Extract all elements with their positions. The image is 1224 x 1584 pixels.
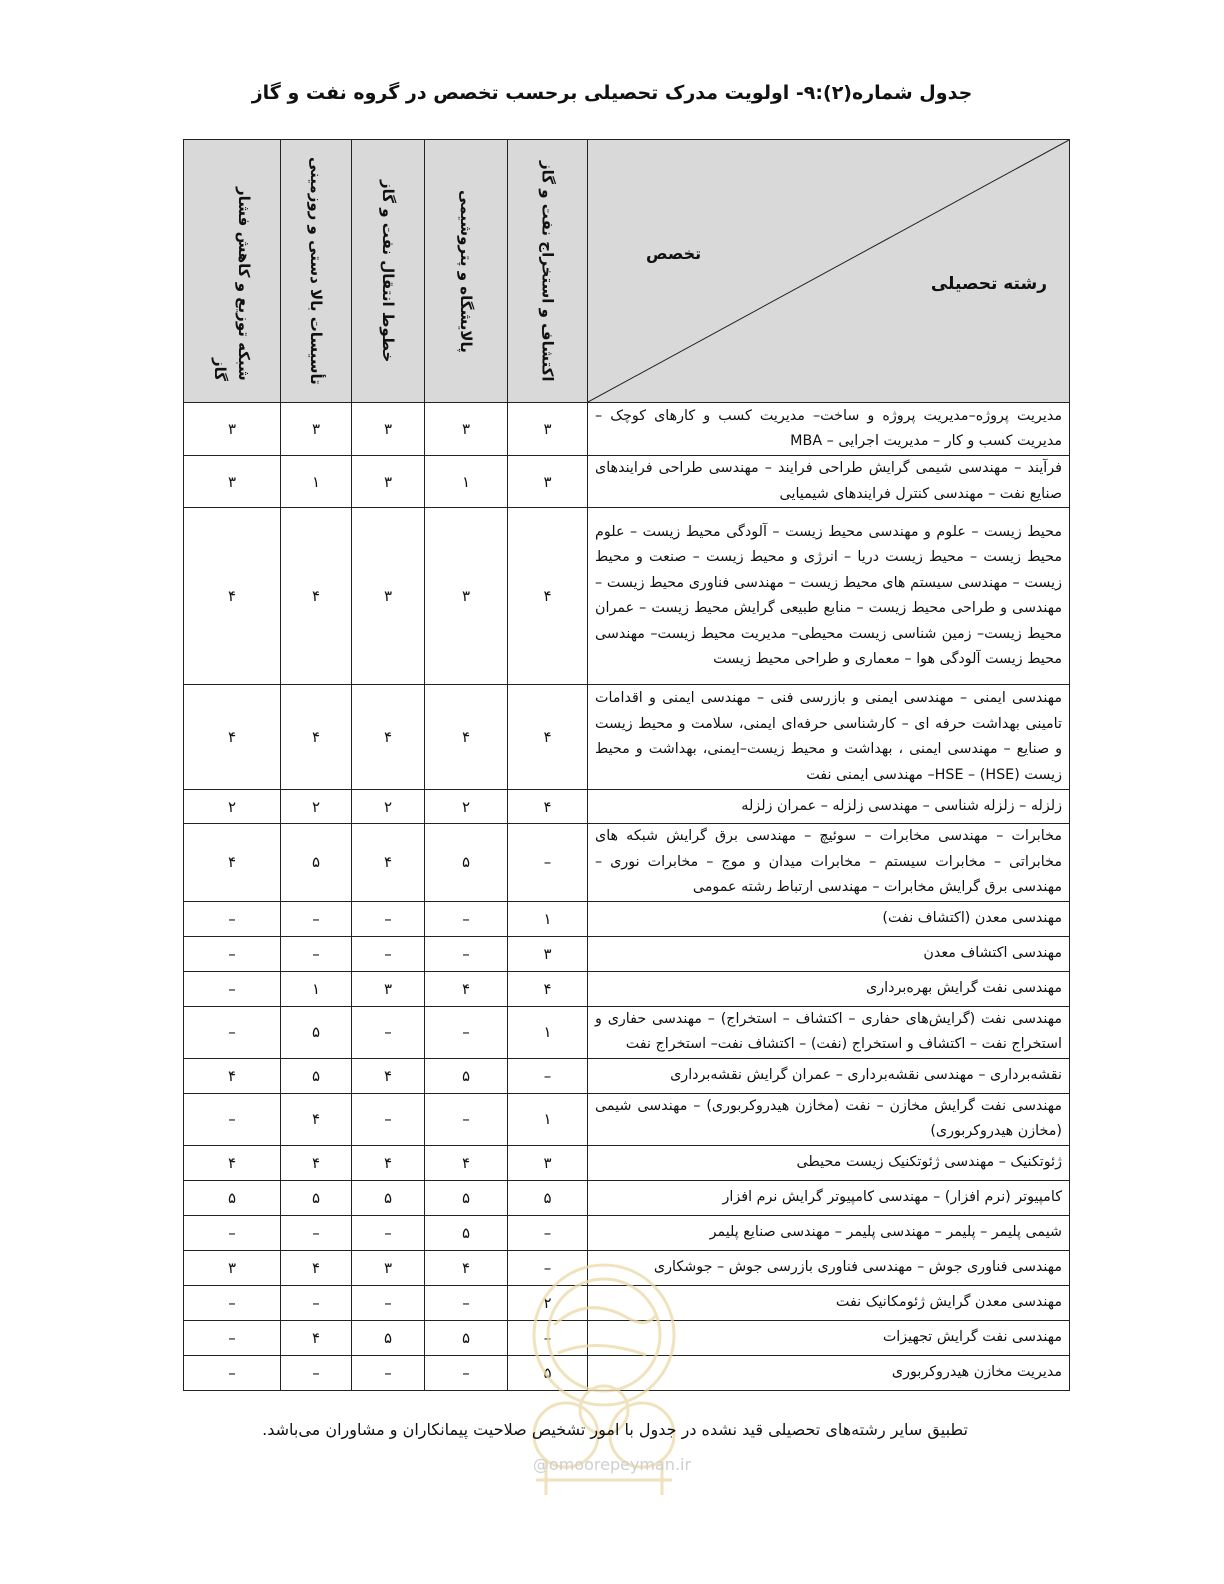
- priority-cell: ۱: [281, 971, 352, 1006]
- priority-cell: ۳: [508, 456, 588, 508]
- priority-cell: –: [425, 936, 508, 971]
- priority-cell: ۴: [508, 685, 588, 790]
- priority-cell: ۳: [352, 456, 425, 508]
- priority-cell: ۲: [425, 790, 508, 824]
- col-header-pipelines: خطوط انتقال نفت و گاز: [352, 140, 425, 403]
- priority-cell: ۴: [281, 685, 352, 790]
- field-cell: مهندسی اکتشاف معدن: [588, 936, 1070, 971]
- priority-cell: –: [184, 1215, 281, 1250]
- priority-cell: –: [352, 1215, 425, 1250]
- priority-cell: ۲: [352, 790, 425, 824]
- priority-cell: ۴: [352, 1058, 425, 1093]
- col-header-upstream: تأسیسات بالا دستی و روزمینی: [281, 140, 352, 403]
- priority-cell: ۳: [352, 403, 425, 456]
- table-row: [184, 1215, 1070, 1250]
- priority-cell: –: [281, 1215, 352, 1250]
- priority-cell: ۴: [508, 971, 588, 1006]
- priority-cell: ۳: [352, 971, 425, 1006]
- col-header-exploration: اکتشاف و استخراج نفت و گاز: [508, 140, 588, 403]
- priority-cell: –: [508, 824, 588, 902]
- priority-cell: ۴: [184, 508, 281, 685]
- table-row: [184, 901, 1070, 936]
- priority-cell: ۵: [425, 1320, 508, 1355]
- priority-cell: –: [425, 1006, 508, 1058]
- field-cell: فرآیند – مهندسی شیمی گرایش طراحی فرایند – مهندسی طراحی فرایندهای صنایع نفت – مهندسی کنترل فرایندهای شیمیایی: [588, 456, 1070, 508]
- table-row: [184, 1058, 1070, 1093]
- field-cell: کامپیوتر (نرم افزار) – مهندسی کامپیوتر گرایش نرم افزار: [588, 1180, 1070, 1215]
- field-cell: مدیریت پروژه–مدیریت پروژه و ساخت– مدیریت کسب و کارهای کوچک – مدیریت کسب و کار – مدیریت اجرایی – MBA: [588, 403, 1070, 456]
- priority-cell: ۳: [425, 508, 508, 685]
- priority-cell: ۵: [352, 1320, 425, 1355]
- table-row: [184, 685, 1070, 790]
- priority-cell: ۵: [352, 1180, 425, 1215]
- site-watermark: @omoorepeyman.ir: [532, 1455, 692, 1474]
- field-cell: مهندسی معدن (اکتشاف نفت): [588, 901, 1070, 936]
- field-cell: مخابرات – مهندسی مخابرات – سوئیچ – مهندسی برق گرایش شبکه های مخابراتی – مخابرات سیستم – مخابرات میدان و موج – مخابرات نوری – مهندسی برق گرایش مخابرات – مهندسی ارتباط رشته عمومی: [588, 824, 1070, 902]
- priority-cell: –: [352, 1285, 425, 1320]
- priority-cell: ۵: [281, 824, 352, 902]
- priority-cell: ۴: [184, 685, 281, 790]
- priority-cell: –: [184, 901, 281, 936]
- priority-cell: ۳: [281, 403, 352, 456]
- priority-cell: ۵: [425, 1180, 508, 1215]
- priority-cell: –: [184, 936, 281, 971]
- priority-cell: ۳: [508, 936, 588, 971]
- priority-cell: ۳: [425, 403, 508, 456]
- priority-cell: ۵: [281, 1180, 352, 1215]
- table-row: [184, 824, 1070, 902]
- priority-cell: –: [184, 1006, 281, 1058]
- priority-cell: –: [425, 1285, 508, 1320]
- priority-cell: –: [352, 901, 425, 936]
- table-row: [184, 456, 1070, 508]
- priority-cell: ۴: [281, 1320, 352, 1355]
- priority-cell: ۲: [184, 790, 281, 824]
- priority-cell: ۳: [184, 403, 281, 456]
- field-cell: محیط زیست – علوم و مهندسی محیط زیست – آلودگی محیط زیست – علوم محیط زیست – محیط زیست دریا – انرژی و محیط زیست – صنعت و محیط زیست – مهندسی سیستم های محیط زیست – مهندسی فناوری محیط زیست – مهندسی و طراحی محیط زیست – منابع طبیعی گرایش محیط زیست – عمران محیط زیست– زمین شناسی زیست محیطی– مدیریت محیط زیست– مهندسی محیط زیست آلودگی هوا – معماری و طراحی محیط زیست: [588, 508, 1070, 685]
- table-row: [184, 971, 1070, 1006]
- priority-cell: –: [352, 1093, 425, 1145]
- field-cell: مدیریت مخازن هیدروکربوری: [588, 1355, 1070, 1390]
- priority-cell: –: [184, 1320, 281, 1355]
- field-cell: نقشه‌برداری – مهندسی نقشه‌برداری – عمران گرایش نقشه‌برداری: [588, 1058, 1070, 1093]
- priority-cell: ۴: [425, 1250, 508, 1285]
- priority-cell: –: [352, 1006, 425, 1058]
- priority-cell: –: [281, 1355, 352, 1390]
- priority-cell: ۵: [425, 824, 508, 902]
- priority-cell: –: [184, 971, 281, 1006]
- header-row: [184, 140, 1070, 403]
- corner-field-label: رشته تحصیلی: [930, 274, 1047, 294]
- field-cell: مهندسی نفت گرایش بهره‌برداری: [588, 971, 1070, 1006]
- field-cell: مهندسی نفت گرایش تجهیزات: [588, 1320, 1070, 1355]
- priority-cell: ۵: [425, 1058, 508, 1093]
- priority-cell: –: [508, 1058, 588, 1093]
- field-cell: مهندسی نفت گرایش مخازن – نفت (مخازن هیدروکربوری) – مهندسی شیمی (مخازن هیدروکربوری): [588, 1093, 1070, 1145]
- table-row: [184, 508, 1070, 685]
- priority-cell: –: [184, 1355, 281, 1390]
- field-cell: زلزله – زلزله شناسی – مهندسی زلزله – عمران زلزله: [588, 790, 1070, 824]
- priority-cell: ۱: [508, 901, 588, 936]
- priority-cell: –: [184, 1093, 281, 1145]
- priority-cell: ۳: [352, 1250, 425, 1285]
- field-cell: مهندسی نفت (گرایش‌های حفاری – اکتشاف – استخراج) – مهندسی حفاری و استخراج نفت – اکتشاف و استخراج (نفت) – اکتشاف نفت– استخراج نفت: [588, 1006, 1070, 1058]
- priority-cell: ۴: [352, 824, 425, 902]
- priority-cell: –: [281, 1285, 352, 1320]
- field-cell: شیمی پلیمر – پلیمر – مهندسی پلیمر – مهندسی صنایع پلیمر: [588, 1215, 1070, 1250]
- priority-cell: –: [281, 936, 352, 971]
- priority-cell: ۴: [425, 971, 508, 1006]
- corner-cell: [588, 140, 1070, 403]
- priority-cell: ۵: [281, 1006, 352, 1058]
- priority-cell: ۴: [281, 508, 352, 685]
- field-cell: مهندسی فناوری جوش – مهندسی فناوری بازرسی جوش – جوشکاری: [588, 1250, 1070, 1285]
- corner-diagonal: [588, 140, 1069, 402]
- priority-cell: ۴: [281, 1145, 352, 1180]
- priority-cell: –: [508, 1320, 588, 1355]
- priority-cell: ۳: [352, 508, 425, 685]
- table-row: [184, 936, 1070, 971]
- priority-cell: –: [425, 1093, 508, 1145]
- priority-cell: ۴: [184, 824, 281, 902]
- priority-cell: ۵: [425, 1215, 508, 1250]
- priority-cell: ۵: [184, 1180, 281, 1215]
- priority-cell: ۵: [508, 1355, 588, 1390]
- priority-cell: ۴: [425, 685, 508, 790]
- table-row: [184, 1180, 1070, 1215]
- priority-cell: –: [352, 936, 425, 971]
- table-row: [184, 790, 1070, 824]
- col-header-refinery: پالایشگاه و پتروشیمی: [425, 140, 508, 403]
- priority-cell: ۳: [184, 1250, 281, 1285]
- priority-cell: ۲: [508, 1285, 588, 1320]
- priority-cell: ۴: [184, 1145, 281, 1180]
- priority-cell: ۱: [508, 1006, 588, 1058]
- priority-cell: ۱: [425, 456, 508, 508]
- page-title: جدول شماره(۲):۹- اولویت مدرک تحصیلی برحسب تخصص در گروه نفت و گاز: [251, 82, 973, 104]
- priority-cell: ۱: [281, 456, 352, 508]
- table-row: [184, 1145, 1070, 1180]
- field-cell: مهندسی ایمنی – مهندسی ایمنی و بازرسی فنی – مهندسی ایمنی و اقدامات تامینی بهداشت حرفه ای – کارشناسی حرفه‌ای ایمنی، سلامت و محیط زیست و صنایع – مهندسی ایمنی ، بهداشت و محیط زیست–ایمنی، بهداشت و محیط زیست (HSE) – HSE– مهندسی ایمنی نفت: [588, 685, 1070, 790]
- priority-cell: ۴: [352, 685, 425, 790]
- priority-cell: ۴: [425, 1145, 508, 1180]
- field-cell: مهندسی معدن گرایش ژئومکانیک نفت: [588, 1285, 1070, 1320]
- priority-cell: ۳: [508, 1145, 588, 1180]
- priority-cell: ۳: [184, 456, 281, 508]
- priority-cell: ۳: [508, 403, 588, 456]
- priority-cell: ۴: [508, 508, 588, 685]
- field-cell: ژئوتکنیک – مهندسی ژئوتکنیک زیست محیطی: [588, 1145, 1070, 1180]
- priority-cell: ۴: [281, 1250, 352, 1285]
- priority-cell: –: [352, 1355, 425, 1390]
- footer-note: تطبیق سایر رشته‌های تحصیلی قید نشده در جدول با امور تشخیص صلاحیت پیمانکاران و مشاوران می‌باشد.: [262, 1420, 968, 1439]
- priority-cell: –: [425, 901, 508, 936]
- priority-cell: ۴: [352, 1145, 425, 1180]
- priority-cell: ۴: [184, 1058, 281, 1093]
- priority-cell: ۴: [281, 1093, 352, 1145]
- corner-specialty-label: تخصص: [646, 244, 702, 263]
- priority-table: [183, 139, 1070, 1391]
- priority-cell: ۱: [508, 1093, 588, 1145]
- priority-cell: –: [184, 1285, 281, 1320]
- priority-cell: ۵: [281, 1058, 352, 1093]
- table-row: [184, 1006, 1070, 1058]
- priority-cell: ۲: [281, 790, 352, 824]
- priority-cell: –: [425, 1355, 508, 1390]
- priority-cell: ۴: [508, 790, 588, 824]
- priority-cell: –: [281, 901, 352, 936]
- table-row: [184, 403, 1070, 456]
- priority-cell: –: [508, 1250, 588, 1285]
- priority-cell: ۵: [508, 1180, 588, 1215]
- priority-cell: –: [508, 1215, 588, 1250]
- table-row: [184, 1093, 1070, 1145]
- col-header-distribution: شبکه توزیع و کاهش فشار گاز: [184, 140, 281, 403]
